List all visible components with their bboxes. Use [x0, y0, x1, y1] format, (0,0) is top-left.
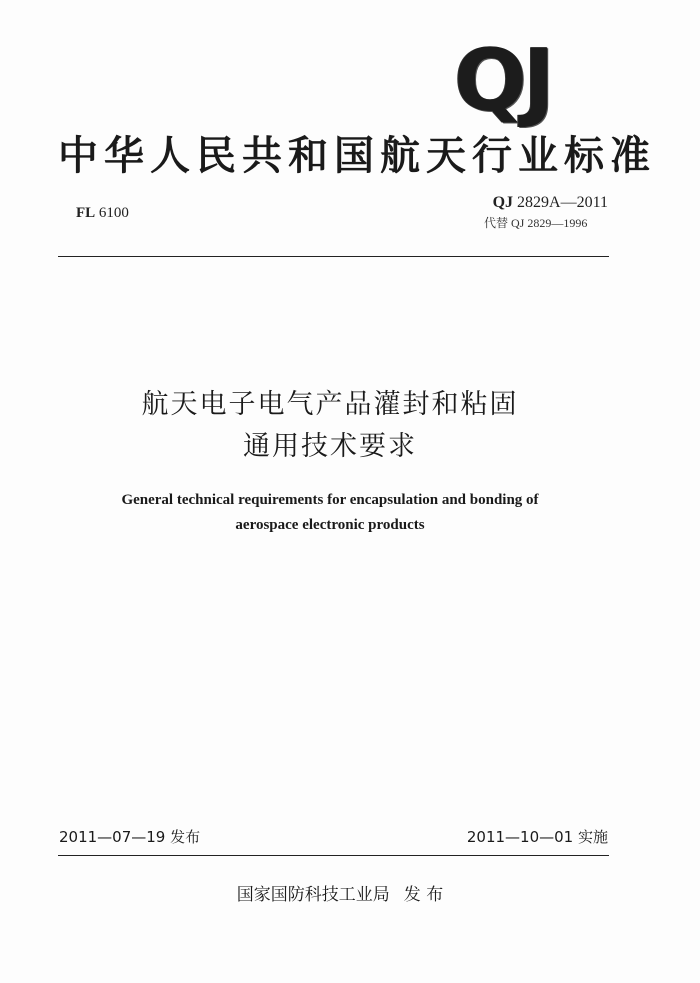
title-cn-line-1: 航天电子电气产品灌封和粘固 — [141, 389, 519, 420]
title-cn-line-2: 通用技术要求 — [243, 431, 417, 462]
standard-category-title: 中华人民共和国航天行业标准 — [58, 133, 656, 179]
replaces-standard: 代替 QJ 2829—1996 — [484, 216, 588, 230]
title-en-line-1: General technical requirements for encapsulation and bonding of — [121, 492, 539, 508]
issue-date: 2011—07—19 发布 — [59, 828, 201, 846]
footer-divider — [58, 855, 609, 856]
standard-number-value: 2829A—2011 — [517, 194, 608, 211]
fl-label: FL — [76, 205, 96, 221]
standard-number-prefix: QJ — [492, 194, 514, 211]
header-divider — [58, 256, 609, 257]
qj-logo: QJ — [454, 31, 552, 131]
fl-classification-code — [76, 205, 129, 222]
issuing-authority — [0, 880, 680, 905]
document-title-chinese — [0, 384, 660, 468]
fl-code-value: 6100 — [98, 205, 129, 221]
document-title-english — [0, 488, 660, 538]
implementation-date: 2011—10—01 实施 — [466, 828, 608, 846]
issuer-action: 发 布 — [403, 885, 444, 905]
issuer-name: 国家国防科技工业局 — [236, 885, 390, 905]
title-en-line-2: aerospace electronic products — [235, 517, 425, 533]
standard-number — [493, 194, 608, 212]
